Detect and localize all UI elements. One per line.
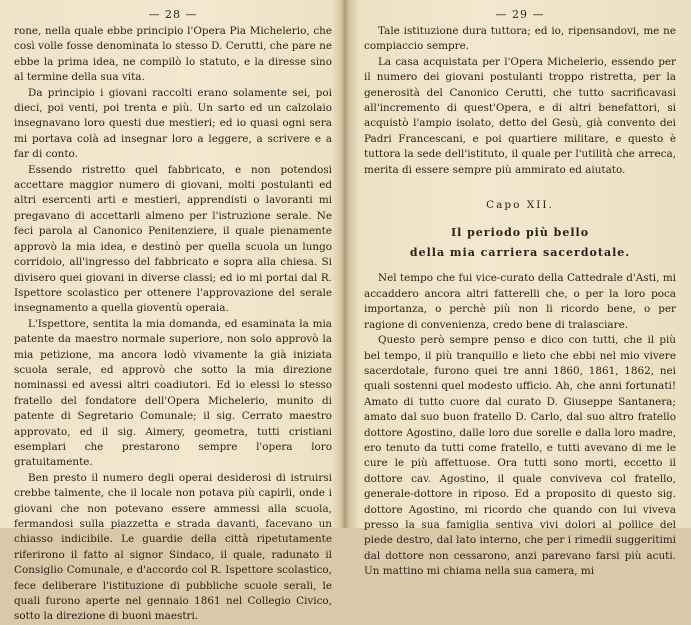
left-paragraph: rone, nella quale ebbe principio l'Opera Pia Michelerio, che così volle fosse denominata lo stesso D. Cerutti, che pare ne ebbe la prima idea, ne compilò lo statuto, e la diresse sino al termine della sua vita. xyxy=(14,25,332,84)
book-gutter xyxy=(341,0,349,528)
left-paragraph: L'Ispettore, sentita la mia domanda, ed esaminata la mia patente da maestro normale superiore, non solo approvò la mia petizione, ma ancora lodò vivamente la già iniziata scuola serale, ed approvò che sotto la mia direzione nominassi ed avessi altri coadiutori. Ed io elessi lo stesso fratello del fondatore dell'Opera Michelerio, munito di patente di Segretario Comunale; il sig. Cerrato maestro approvato, ed il sig. Aimery, geometra, tutti cristiani esemplari che prestarono sempre l'opera loro gratuitamente. xyxy=(14,317,332,469)
right-page-number: — 29 — xyxy=(495,8,545,21)
chapter-title-line-2: della mia carriera sacerdotale. xyxy=(409,246,631,260)
chapter-title-line-1: Il periodo più bello xyxy=(450,226,590,240)
right-paragraph: Tale istituzione dura tuttora; ed io, ripensandovi, me ne compiaccio sempre. xyxy=(364,25,676,53)
right-paragraph: Nel tempo che fui vice-curato della Cattedrale d'Asti, mi accaddero ancora altri fatterelli che, o per la loro poca importanza, o perchè più non li ricordo bene, o per ragione di convenienza, credo bene di tralasciare. xyxy=(364,272,676,331)
left-paragraph: Ben presto il numero degli operai desiderosi di istruirsi crebbe talmente, che il locale non potava più capirli, onde i giovani che non potevano essere ammessi alla scuola, fermandosi sulla piazzetta e strada davanti, facevano un chiasso indicibile. Le guardie della città ripetutamente riferirono il fatto al signor Sindaco, il quale, radunato il Consiglio Comunale, e d'accordo col R. Ispettore scolastico, fece deliberare l'istituzione di pubbliche scuole serali, le quali furono aperte nel gennaio 1861 nel Collegio Civico, sotto la direzione di buoni maestri. xyxy=(14,471,332,623)
right-page xyxy=(364,8,676,578)
left-paragraph: Essendo ristretto quel fabbricato, e non potendosi accettare maggior numero di giovani, molti postulanti ed altri esercenti arti e mestieri, apprendisti o lavoranti mi pregavano di accettarli almeno per l'istruzione serale. Ne feci parola al Canonico Penitenziere, il quale pienamente approvò la mia idea, e destinò per quella scuola un lungo corridoio, all'ingresso del fabbricato e sopra alla chiesa. Si divisero quei giovani in diverse classi; ed io mi portai dal R. Ispettore scolastico per ottenere l'approvazione del serale insegnamento a quella gioventù operaia. xyxy=(14,163,332,315)
right-paragraph: La casa acquistata per l'Opera Michelerio, essendo per il numero dei giovani postulanti troppo ristretta, per la generosità del Canonico Cerutti, che tutto sacrificavasi all'incremento di quest'Opera, e di altri benefattori, si acquistò l'ampio isolato, detto del Gesù, già convento dei Padri Francescani, e poi quartiere militare, e questo è tuttora la sede dell'istituto, il quale per l'utilità che arreca, merita di essere sempre più ammirato ed aiutato. xyxy=(364,55,676,176)
right-paragraph: Questo però sempre penso e dico con tutti, che il più bel tempo, il più tranquillo e lieto che ebbi nel mio vivere sacerdotale, furono quei tre anni 1860, 1861, 1862, nei quali sostenni quel modesto ufficio. Ah, che anni fortunati! Amato di tutto cuore dal curato D. Giuseppe Santanera; amato dal suo buon fratello D. Carlo, dal suo altro fratello dottore Agostino, dalle loro due sorelle e dalla loro madre, ero tenuto da tutti come fratello, e tutti avevano di me le cure le più affettuose. Ora tutti sono morti, eccetto il dottore cav. Agostino, il quale conviveva col fratello, generale-dottore in riposo. Ed a proposito di questo sig. dottore Agostino, mi ricordo che quando con lui viveva presso la sua famiglia sentiva vivi dolori al pollice del piede destro, dal lato interno, che per i rimedii suggeritimi dal dottore non cessarono, anzi parevano farsi più acuti. Un mattino mi chiama nella sua camera, mi xyxy=(364,334,676,578)
chapter-number: Capo XII. xyxy=(486,199,554,212)
left-paragraph: Da principio i giovani raccolti erano solamente sei, poi dieci, poi venti, poi trenta e più. Un sarto ed un calzolaio insegnavano loro questi due mestieri; ed io quasi ogni sera mi portava colà ad insegnar loro a leggere, a scrivere e a far di conto. xyxy=(14,86,332,161)
left-page xyxy=(14,8,332,623)
left-page-number: — 28 — xyxy=(148,8,198,21)
